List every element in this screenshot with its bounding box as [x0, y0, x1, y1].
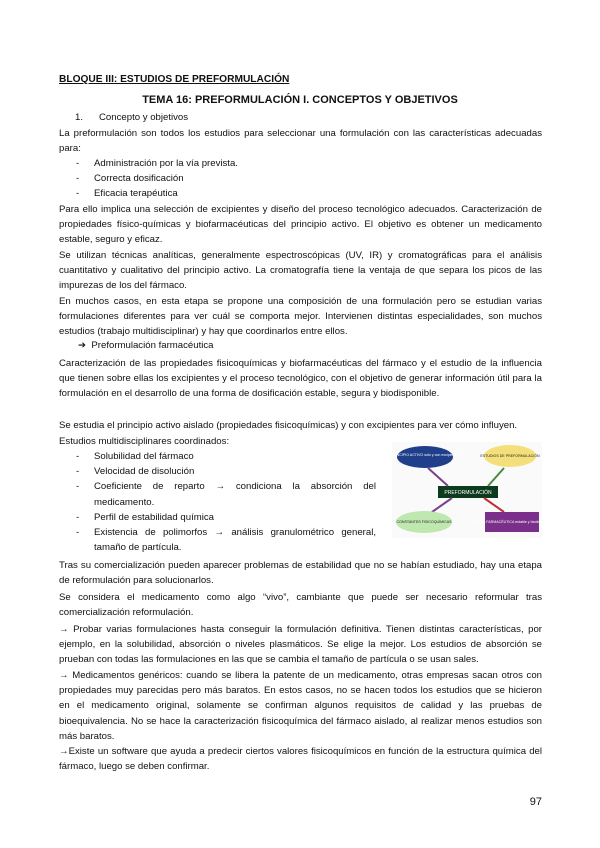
paragraph-8: Se considera el medicamento como algo “vivo”, cambiante que puede ser necesario reformular tras comercialización reformulación.	[59, 592, 542, 619]
section-label: Concepto y objetivos	[99, 112, 189, 123]
diagram-bottom-right-label: FORMA FARMACÉUTICA estable y biodisponible	[472, 520, 552, 524]
subheading	[78, 340, 214, 351]
list-item: - Coeficiente de reparto → condiciona la absorción del medicamento.	[76, 479, 376, 509]
diagram-top-right-label: ESTUDIOS DE PREFORMULACIÓN	[480, 454, 540, 458]
page-title: TEMA 16: PREFORMULACIÓN I. CONCEPTOS Y OBJETIVOS	[142, 94, 458, 106]
diagram-center-label: PREFORMULACIÓN	[444, 490, 492, 496]
paragraph-2: Se utilizan técnicas analíticas, generalmente espectroscópicas (UV, IR) y cromatográficas para el análisis cuantitativo y cualitativo del principio activo. La cromatografía tiene la ventaja de que separa los picos de las impurezas de los del fármaco.	[59, 250, 542, 292]
arrow-right-icon: ➔	[78, 340, 87, 351]
studies-list	[76, 449, 376, 555]
section-number: 1.	[75, 112, 84, 123]
preformulation-diagram	[390, 442, 552, 538]
list-item: - Solubilidad del fármaco	[76, 449, 376, 464]
section-heading	[75, 112, 188, 123]
page-number: 97	[529, 796, 542, 808]
list-item: - Eficacia terapéutica	[76, 186, 238, 201]
list-item: - Existencia de polimorfos → análisis granulométrico general, tamaño de partícula.	[76, 525, 376, 555]
principio-activo-bubble	[397, 446, 453, 468]
paragraph-4: Caracterización de las propiedades fisicoquímicas y biofarmacéuticas del fármaco y el estudio de la influencia que tienen sobre ellas los excipientes y el proceso tecnológico, con el objetivo de generar información útil para la formulación en el desarrollo de una forma de dosificación estable, segura y biodisponible.	[59, 358, 542, 400]
paragraph-3: En muchos casos, en esta etapa se propone una composición de una formulación pero se estudian varias formulaciones diferentes para ver cuál se comporta mejor. Intervienen distintas especialidades, son muchos estudios (trabajo multidisciplinar) y hay que coordinarlos entre ellos.	[59, 296, 542, 338]
paragraph-7: Tras su comercialización pueden aparecer problemas de estabilidad que no se habían estudiado, hay una etapa de reformulación para solucionarlos.	[59, 560, 542, 587]
list-item: - Perfil de estabilidad química	[76, 510, 376, 525]
list-item: - Administración por la vía prevista.	[76, 156, 238, 171]
paragraph-1: Para ello implica una selección de excipientes y diseño del proceso tecnológico adecuados. Caracterización de propiedades físico-químicas y biofarmacéuticas del principio activo. El objetivo es obtener un medicamento estable, seguro y eficaz.	[59, 204, 542, 246]
intro-list	[76, 156, 238, 202]
paragraph-5: Se estudia el principio activo aislado (propiedades fisicoquímicas) y con excipientes para ver cómo influyen.	[59, 420, 518, 431]
list-item: - Velocidad de disolución	[76, 464, 376, 479]
paragraph-11: →Existe un software que ayuda a predecir ciertos valores fisicoquímicos en función de la estructura química del fármaco, luego se deben confirmar.	[59, 746, 542, 773]
intro-paragraph: La preformulación son todos los estudios para seleccionar una formulación con las características adecuadas para:	[59, 128, 542, 155]
paragraph-6: Estudios multidisciplinares coordinados:	[59, 436, 230, 447]
block-heading: BLOQUE III: ESTUDIOS DE PREFORMULACIÓN	[59, 74, 290, 85]
paragraph-9: → Probar varias formulaciones hasta conseguir la formulación definitiva. Tienen distintas características, por ejemplo, en la solubilidad, absorción o niveles plasmáticos. Se elige la mejor. Los estudios de absorción se prueban con todas las formulaciones en las que se cambia el tamaño de partícula o se usan sales.	[59, 624, 542, 666]
diagram-top-left-label: PRINCIPIO ACTIVO sólo y con excipientes	[390, 453, 460, 457]
subheading-label: Preformulación farmacéutica	[91, 340, 214, 351]
diagram-bottom-left-label: CONSTANTES FISICOQUÍMICAS	[396, 520, 452, 524]
list-item: - Correcta dosificación	[76, 171, 238, 186]
paragraph-10: → Medicamentos genéricos: cuando se libera la patente de un medicamento, otras empresas sacan otros con propiedades muy parecidas pero más baratos. En estos casos, no se hacen todos los estudios que se hicieron en el medicamento original, solamente se confirman algunos requisitos de calidad y las pruebas de bioequivalencia. No se hace la caracterización fisicoquímica del fármaco aislado, al realizar menos estudios son más baratos.	[59, 670, 542, 742]
